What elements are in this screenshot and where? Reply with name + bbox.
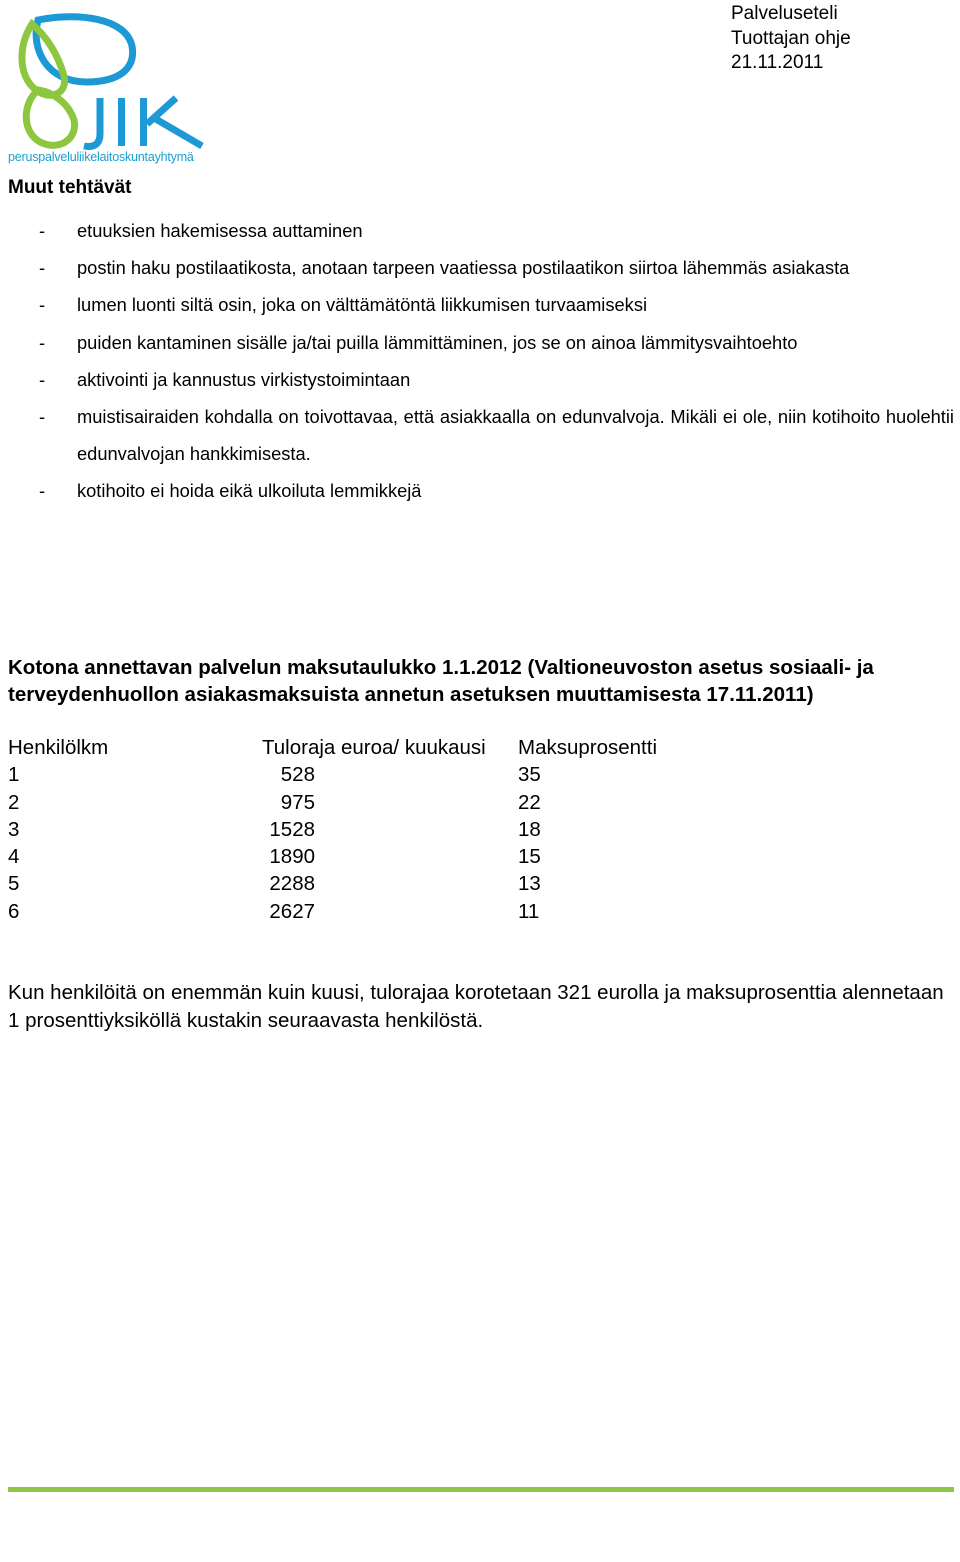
list-item-text: kotihoito ei hoida eikä ulkoiluta lemmikkejä: [77, 480, 422, 502]
list-dash: -: [39, 331, 46, 353]
table-cell: 18: [518, 817, 541, 841]
table-cell: [262, 761, 518, 788]
column-header-fee-percent: Maksuprosentti: [518, 736, 658, 759]
table-row: [8, 789, 778, 816]
footer-contact: kirjaamo@jikky.fi www.jikky.fi: [371, 1540, 589, 1560]
page-footer: [0, 1492, 960, 1562]
jik-logo: [8, 10, 223, 170]
table-cell: [262, 898, 518, 925]
table-header-row: [8, 734, 778, 761]
list-dash: -: [39, 480, 46, 502]
footer-company: JIK-peruspalveluliikelaitoskuntayhtymä Y-tunnus: 2220682-7: [253, 1494, 707, 1513]
fee-table-title: Kotona annettavan palvelun maksutaulukko 1.1.2012 (Valtioneuvoston asetus sosiaali- ja terveydenhuollon asiakasmaksuista annetun asetuksen muuttamisesta 17.11.2011): [8, 656, 874, 707]
table-cell: 5: [8, 872, 20, 896]
fee-table: [8, 734, 778, 925]
list-item: [8, 249, 954, 286]
table-cell-value: 1528: [269, 817, 315, 841]
table-row: [8, 870, 778, 897]
note-paragraph: Kun henkilöitä on enemmän kuin kuusi, tulorajaa korotetaan 321 eurolla ja maksuprosenttia alennetaan 1 prosenttiyksiköllä kustakin seuraavasta henkilöstä.: [8, 981, 944, 1032]
header-title: Palveluseteli: [731, 3, 838, 24]
list-item: [8, 398, 954, 472]
task-list: [8, 212, 954, 510]
table-cell: 1: [8, 763, 20, 787]
table-cell-value: 975: [280, 790, 315, 814]
table-cell: 4: [8, 845, 20, 869]
document-header: [731, 2, 851, 76]
list-item-text: muistisairaiden kohdalla on toivottavaa, että asiakkaalla on edunvalvoja. Mikäli ei ole, niin kotihoito huolehtii edunvalvojan hankkimisesta.: [77, 406, 954, 465]
list-item-text: postin haku postilaatikosta, anotaan tarpeen vaatiessa postilaatikon siirtoa lähemmäs asiakasta: [77, 257, 850, 279]
list-item: [8, 472, 954, 509]
table-cell: 35: [518, 763, 541, 787]
column-header-persons: Henkilölkm: [8, 736, 109, 759]
list-item: [8, 212, 954, 249]
table-cell-value: 2627: [269, 899, 315, 923]
table-cell: 13: [518, 872, 541, 896]
table-cell: 15: [518, 845, 541, 869]
table-cell-value: 528: [280, 763, 315, 787]
list-dash: -: [39, 294, 46, 316]
table-cell: 22: [518, 790, 541, 814]
list-dash: -: [39, 220, 46, 241]
list-item-text: lumen luonti siltä osin, joka on välttämätöntä liikkumisen turvaamiseksi: [77, 294, 648, 316]
table-row: [8, 816, 778, 843]
table-cell: [262, 843, 518, 870]
header-subtitle: Tuottajan ohje: [731, 27, 851, 49]
table-cell: 3: [8, 817, 20, 841]
list-dash: -: [39, 368, 46, 390]
table-row: [8, 898, 778, 925]
list-dash: -: [39, 406, 46, 428]
table-cell-value: 1890: [269, 845, 315, 869]
table-cell: 6: [8, 899, 20, 923]
table-cell: [262, 816, 518, 843]
table-cell: 11: [518, 899, 540, 923]
table-cell-value: 2288: [269, 872, 315, 896]
list-item-text: etuuksien hakemisessa auttaminen: [77, 220, 363, 241]
list-item: [8, 361, 954, 398]
list-item-text: puiden kantaminen sisälle ja/tai puilla lämmittäminen, jos se on ainoa lämmitysvaihtoehto: [77, 331, 798, 353]
list-item: [8, 324, 954, 361]
table-row: [8, 843, 778, 870]
table-cell: [262, 789, 518, 816]
table-row: [8, 761, 778, 788]
logo-caption: peruspalveluliikelaitoskuntayhtymä: [8, 150, 194, 164]
list-item: [8, 286, 954, 323]
table-cell: 2: [8, 790, 20, 814]
list-dash: -: [39, 257, 46, 279]
footer-address: Könnintie 27 B, 60800 Ilmajoki: [365, 1517, 595, 1537]
header-date: 21.11.2011: [731, 52, 824, 73]
list-item-text: aktivointi ja kannustus virkistystoimintaan: [77, 368, 411, 390]
section-title: Muut tehtävät: [8, 177, 132, 198]
table-cell: [262, 870, 518, 897]
column-header-income-limit: Tuloraja euroa/ kuukausi: [262, 736, 486, 759]
